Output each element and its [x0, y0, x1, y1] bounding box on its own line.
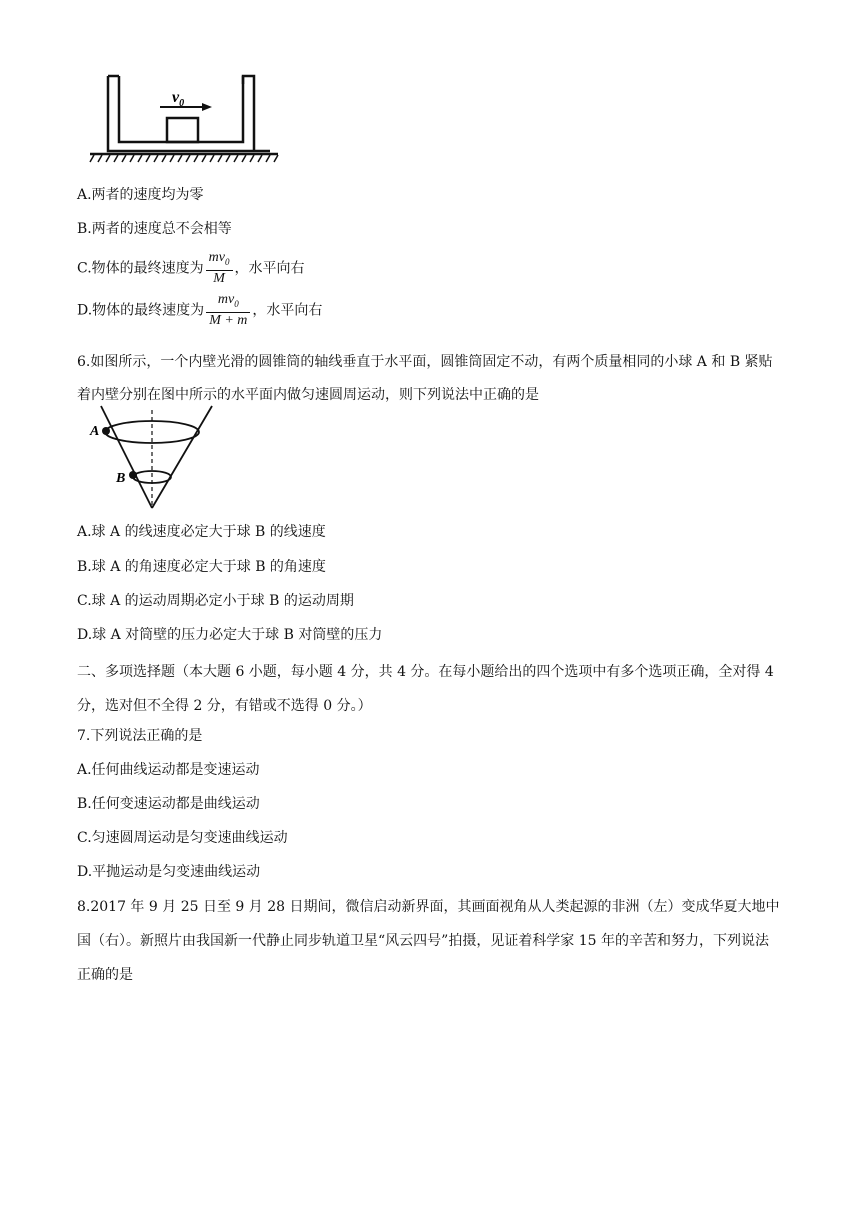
q6-option-c: C.球 A 的运动周期必定小于球 B 的运动周期: [77, 593, 354, 609]
q7-option-d: D.平抛运动是匀变速曲线运动: [77, 864, 261, 880]
q5-option-a: A.两者的速度均为零: [77, 187, 204, 203]
label-b: B: [116, 471, 126, 486]
q7-option-c: C.匀速圆周运动是匀变速曲线运动: [77, 830, 288, 846]
q5-option-b: B.两者的速度总不会相等: [77, 221, 232, 237]
q6-stem: 6.如图所示，一个内壁光滑的圆锥筒的轴线垂直于水平面，圆锥筒固定不动，有两个质量相同的小球 A 和 B 紧贴着内壁分别在图中所示的水平面内做匀速圆周运动，则下列说法中正确的是: [77, 354, 773, 403]
q6-option-d: D.球 A 对筒壁的压力必定大于球 B 对筒壁的压力: [77, 627, 383, 643]
q7-stem: 7.下列说法正确的是: [77, 728, 203, 744]
fraction-mv0-over-m: $\frac{mv_0}{M}$: [206, 250, 233, 287]
ball-a: [102, 427, 110, 435]
q5-option-d: [77, 292, 322, 329]
q8-stem: 8.2017 年 9 月 25 日至 9 月 28 日期间，微信启动新界面，其画面视角从人类起源的非洲（左）变成华夏大地中国（右）。新照片由我国新一代静止同步轨道卫星“风云四号”拍摄，见证着科学家 15 年的辛苦和努力，下列说法正确的是: [77, 899, 780, 983]
q6-option-b: B.球 A 的角速度必定大于球 B 的角速度: [77, 559, 326, 575]
label-a: A: [90, 424, 100, 439]
q5-option-d-suffix: ，水平向右: [252, 302, 323, 319]
q5-option-c-suffix: ，水平向右: [234, 260, 305, 277]
q7-option-a: A.任何曲线运动都是变速运动: [77, 762, 260, 778]
q7-option-b: B.任何变速运动都是曲线运动: [77, 796, 260, 812]
cone-figure: [86, 404, 226, 514]
q5-option-c-prefix: C.物体的最终速度为: [77, 260, 204, 277]
q5-option-d-prefix: D.物体的最终速度为: [77, 302, 205, 319]
section-2-heading: 二、多项选择题（本大题 6 小题，每小题 4 分，共 4 分。在每小题给出的四个选项中有多个选项正确，全对得 4 分，选对但不全得 2 分，有错或不选得 0 分。）: [77, 664, 774, 714]
q6-option-a: A.球 A 的线速度必定大于球 B 的线速度: [77, 524, 326, 540]
ball-b: [129, 471, 137, 479]
velocity-label: $v_0$: [172, 89, 185, 109]
q5-option-c: [77, 250, 305, 287]
container-figure: [88, 72, 288, 172]
fraction-mv0-over-m-plus-m: $\frac{mv_0}{M + m}$: [206, 292, 250, 329]
